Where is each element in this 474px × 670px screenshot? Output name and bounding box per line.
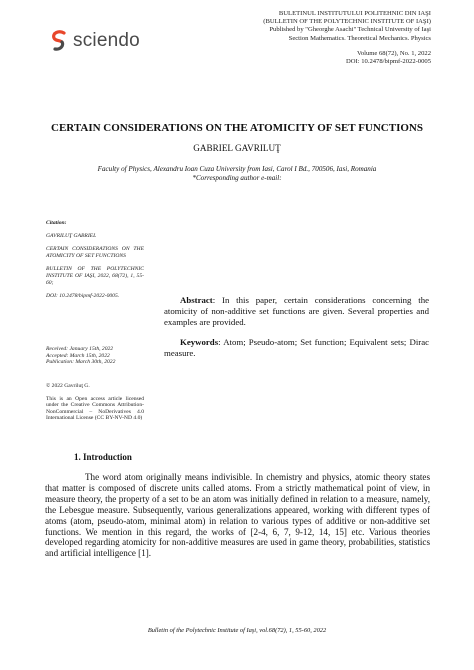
sciendo-logo-icon bbox=[50, 30, 68, 52]
citation-title: Citation: bbox=[46, 220, 67, 226]
license-box bbox=[46, 383, 144, 428]
citation-doi[interactable]: DOI: 10.2478/bipmf-2022-0005. bbox=[46, 293, 120, 300]
author-affiliation bbox=[0, 165, 474, 183]
license-text: This is an Open access article licensed under the Creative Commons Attribution-NonCommercial – NoDerivatives 4.0 International License (CC BY-NV-ND 4.0) bbox=[46, 395, 144, 422]
section-line: Section Mathematics. Theoretical Mechanics. Physics bbox=[288, 34, 431, 42]
abstract-text: : In this paper, certain considerations concerning the atomicity of non-additive set functions are given. Several properties and examples are provided. bbox=[164, 295, 429, 327]
copyright-notice: © 2022 Gavriluţ G. bbox=[46, 383, 90, 389]
abstract-paragraph bbox=[164, 295, 429, 327]
keywords-text: : Atom; Pseudo-atom; Set function; Equivalent sets; Dirac measure. bbox=[164, 337, 429, 359]
abstract-section bbox=[164, 295, 429, 369]
publication-dates bbox=[46, 346, 144, 366]
journal-name-english: (BULLETIN OF THE POLYTECHNIC INSTITUTE OF IAŞI) bbox=[263, 18, 431, 26]
sciendo-logo bbox=[50, 30, 140, 52]
citation-journal: BULLETIN OF THE POLYTECHNIC INSTITUTE OF IAŞI, 2022, 68(72), 1, 55-60; bbox=[46, 266, 144, 286]
citation-box bbox=[46, 220, 144, 307]
paper-title: CERTAIN CONSIDERATIONS ON THE ATOMICITY OF SET FUNCTIONS bbox=[51, 122, 423, 134]
page-footer: Bulletin of the Polytechnic Institute of Iaşi, vol.68(72), 1, 55-60, 2022 bbox=[147, 627, 327, 634]
doi-line[interactable]: DOI: 10.2478/bipmf-2022-0005 bbox=[346, 58, 431, 66]
corresponding-author-line: *Corresponding author e-mail: bbox=[192, 174, 282, 182]
abstract-label: Abstract bbox=[180, 295, 213, 305]
paper-author: GABRIEL GAVRILUŢ bbox=[193, 143, 281, 153]
introduction-heading: 1. Introduction bbox=[74, 452, 132, 462]
journal-header bbox=[200, 10, 431, 66]
keywords-paragraph bbox=[164, 337, 429, 359]
affiliation-line: Faculty of Physics, Alexandru Ioan Cuza University from Iasi, Carol I Bd., 700506, Iasi, Romania bbox=[97, 165, 377, 173]
citation-article-title: CERTAIN CONSIDERATIONS ON THE ATOMICITY OF SET FUNCTIONS bbox=[46, 246, 144, 259]
journal-name: BULETINUL INSTITUTULUI POLITEHNIC DIN IAŞI bbox=[278, 10, 431, 17]
received-date: Received: January 15th, 2022 bbox=[46, 346, 114, 352]
accepted-date: Accepted: March 15th, 2022 bbox=[46, 352, 110, 359]
citation-author: GAVRILUŢ GABRIEL bbox=[46, 232, 97, 239]
introduction-body: The word atom originally means indivisible. In chemistry and physics, atomic theory states that matter is composed of discrete units called atoms. From a strictly mathematical point of view, in measure theory, the property of a set to be an atom was initially defined in relation to a measure, namely, the Lebesgue measure. Subsequently, various generalizations appeared, working with different types of atoms (atom, pseudo-atom, minimal atom) in relation to various types of additive or non-additive set functions. We mention in this regard, the works of [2-4, 6, 7, 9-12, 14, 15] etc. Various theories developed regarding atomicity for non-additive measures are used in game theory, probabilities, statistics and artificial intelligence [1]. bbox=[45, 472, 430, 559]
publisher-line: Published by "Gheorghe Asachi" Technical University of Iaşi bbox=[269, 26, 431, 34]
keywords-label: Keywords bbox=[180, 337, 219, 348]
logo-text: sciendo bbox=[73, 30, 140, 51]
published-date: Publication: March 30th, 2022 bbox=[46, 359, 116, 366]
volume-line: Volume 68(72), No. 1, 2022 bbox=[356, 49, 431, 57]
